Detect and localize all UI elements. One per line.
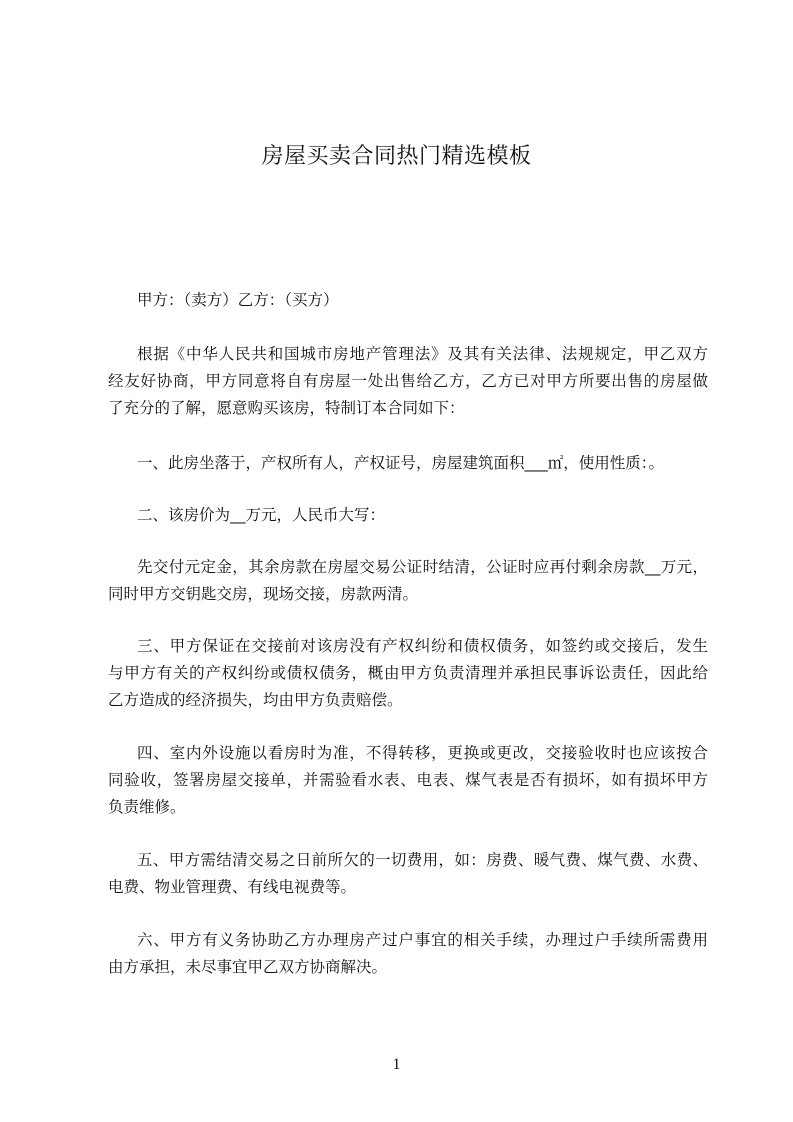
- text-line: 三、甲方保证在交接前对该房没有产权纠纷和债权债务，如签约或交接后，发生: [137, 637, 708, 655]
- document-title: 房屋买卖合同热门精选模板: [261, 144, 532, 169]
- text-line: 五、甲方需结清交易之日前所欠的一切费用，如：房费、暖气费、煤气费、水费、: [137, 851, 708, 869]
- text-line: 同时甲方交钥匙交房，现场交接，房款两清。: [108, 585, 419, 603]
- preamble-paragraph: [108, 341, 708, 422]
- text-line: 甲方：（卖方）乙方：（买方）: [137, 291, 339, 309]
- clause-3-paragraph: [108, 633, 708, 714]
- payment-paragraph: [108, 554, 708, 608]
- text-line: 先交付元定金，其余房款在房屋交易公证时结清，公证时应再付剩余房款__万元，: [137, 558, 708, 576]
- parties-paragraph: [108, 287, 708, 314]
- clause-4-paragraph: [108, 740, 708, 821]
- text-line: 同验收，签署房屋交接单，并需验看水表、电表、煤气表是否有损坏，如有损坏甲方: [108, 771, 708, 789]
- text-line: 四、室内外设施以看房时为准，不得转移，更换或更改，交接验收时也应该按合: [137, 744, 708, 762]
- text-line: 经友好协商，甲方同意将自有房屋一处出售给乙方，乙方已对甲方所要出售的房屋做: [108, 372, 708, 390]
- clause-1-paragraph: [108, 450, 708, 477]
- text-line: 乙方造成的经济损失，均由甲方负责赔偿。: [108, 691, 403, 709]
- text-line: 根据《中华人民共和国城市房地产管理法》及其有关法律、法规规定，甲乙双方: [137, 345, 708, 363]
- text-line: 与甲方有关的产权纠纷或债权债务，概由甲方负责清理并承担民事诉讼责任，因此给: [108, 664, 708, 682]
- text-line: 电费、物业管理费、有线电视费等。: [108, 878, 357, 896]
- text-line: 六、甲方有义务协助乙方办理房产过户事宜的相关手续，办理过户手续所需费用: [137, 931, 708, 949]
- clause-5-paragraph: [108, 847, 708, 901]
- clause-6-paragraph: [108, 927, 708, 981]
- text-line: 负责维修。: [108, 798, 186, 816]
- text-line: 一、此房坐落于，产权所有人，产权证号，房屋建筑面积___㎡，使用性质：。: [137, 454, 665, 472]
- clause-2-paragraph: [108, 502, 708, 529]
- text-line: 由方承担，未尽事宜甲乙双方协商解决。: [108, 958, 388, 976]
- text-line: 二、该房价为__万元，人民币大写：: [137, 506, 386, 524]
- page-number: 1: [392, 1056, 401, 1073]
- text-line: 了充分的了解，愿意购买该房，特制订本合同如下：: [108, 399, 465, 417]
